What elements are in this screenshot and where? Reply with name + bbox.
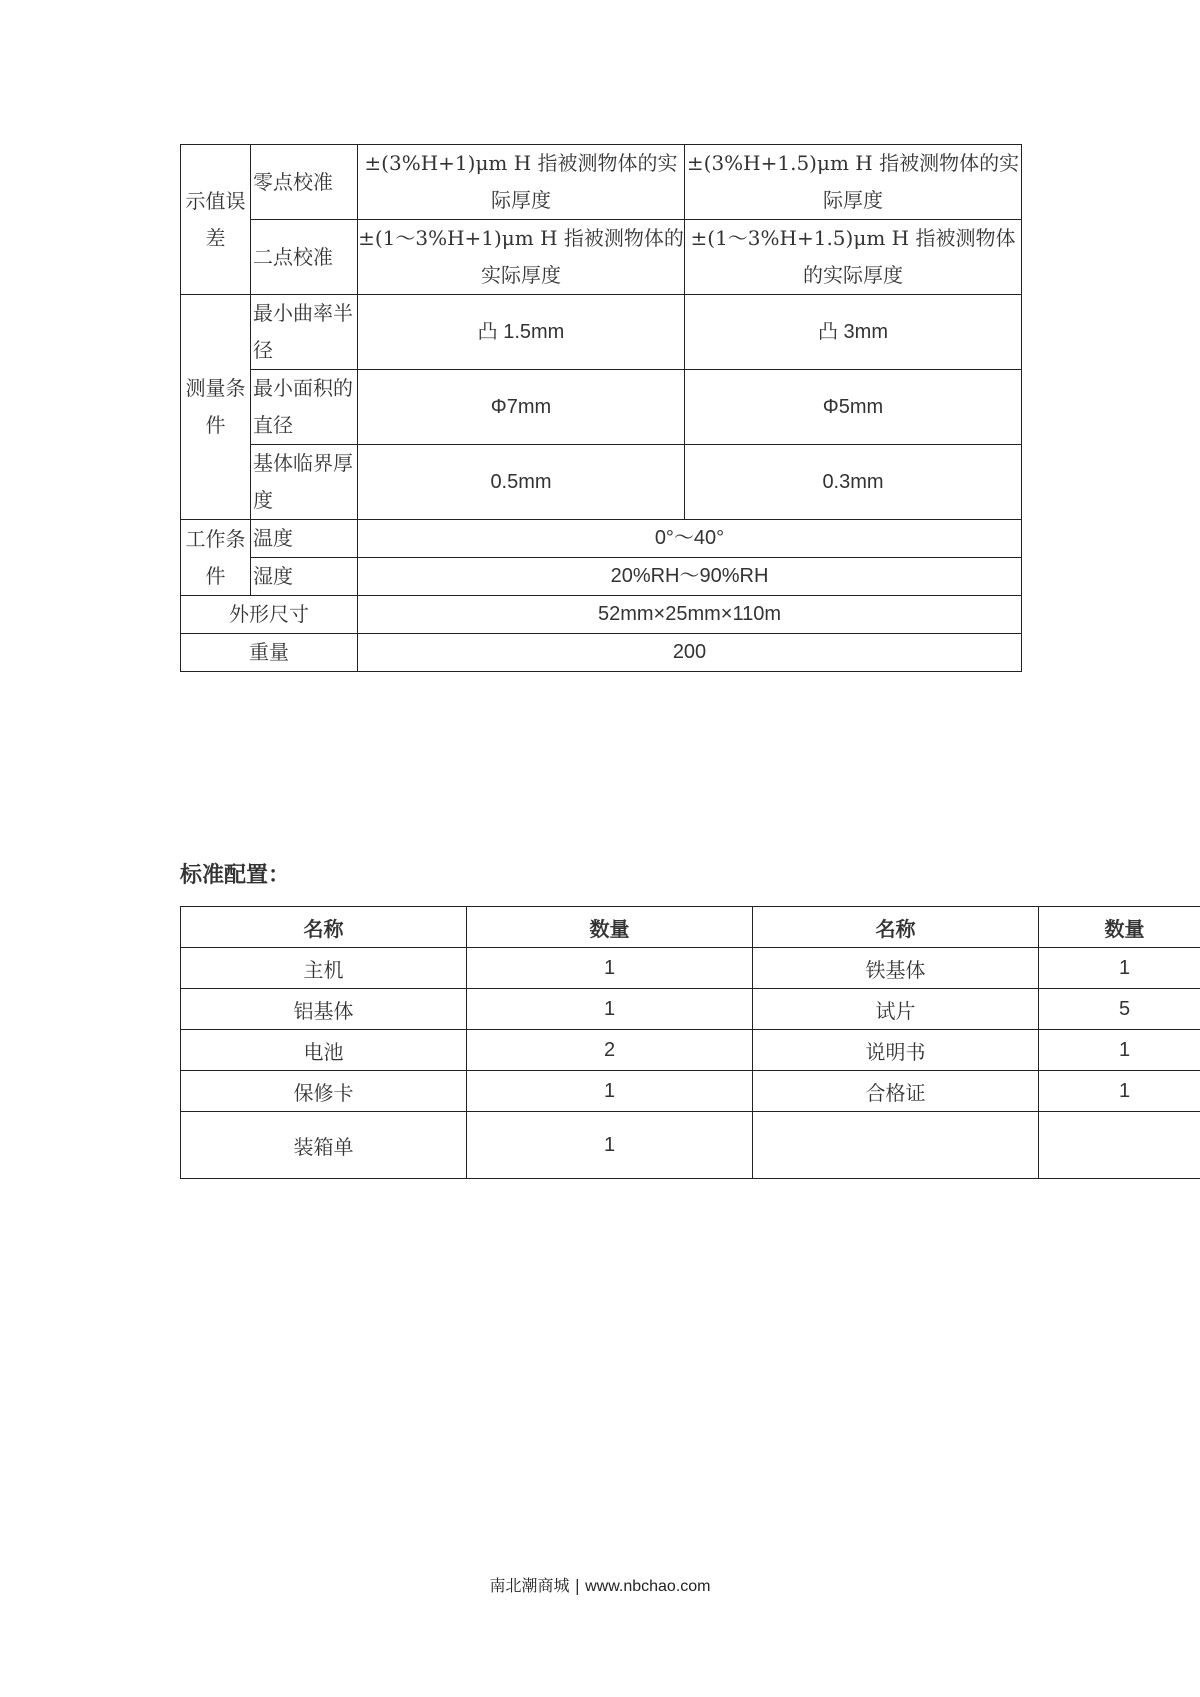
table-row	[181, 145, 1022, 220]
row-label-weight: 重量	[181, 634, 358, 672]
table-row	[181, 295, 1022, 370]
item-quantity: 1	[1039, 1071, 1200, 1112]
item-name: 铁基体	[753, 948, 1039, 989]
row-label-dimensions: 外形尺寸	[181, 596, 358, 634]
table-row	[181, 370, 1022, 445]
item-quantity: 1	[467, 948, 753, 989]
footer-url-link[interactable]: www.nbchao.com	[585, 1578, 711, 1595]
item-quantity: 1	[1039, 948, 1200, 989]
table-row	[181, 596, 1022, 634]
row-label-two-point-calibration: 二点校准	[251, 220, 358, 295]
table-row	[181, 1071, 1200, 1112]
item-quantity	[1039, 1112, 1200, 1179]
value-cell: 凸 1.5mm	[358, 295, 685, 370]
value-cell: ±(1～3%H+1)μm H 指被测物体的实际厚度	[358, 220, 685, 295]
column-header-quantity: 数量	[1039, 907, 1200, 948]
table-header-row	[181, 907, 1200, 948]
table-row	[181, 558, 1022, 596]
value-cell: Φ5mm	[685, 370, 1022, 445]
group-label-indication-error: 示值误差	[181, 145, 251, 295]
group-label-working-conditions: 工作条件	[181, 520, 251, 596]
column-header-quantity: 数量	[467, 907, 753, 948]
item-quantity: 2	[467, 1030, 753, 1071]
footer-site-name: 南北潮商城	[489, 1576, 570, 1595]
item-quantity: 5	[1039, 989, 1200, 1030]
row-label-critical-substrate-thickness: 基体临界厚度	[251, 445, 358, 520]
group-label-measurement-conditions: 测量条件	[181, 295, 251, 520]
item-name: 装箱单	[181, 1112, 467, 1179]
item-quantity: 1	[1039, 1030, 1200, 1071]
item-name: 主机	[181, 948, 467, 989]
table-row	[181, 948, 1200, 989]
value-cell: ±(1～3%H+1.5)μm H 指被测物体的实际厚度	[685, 220, 1022, 295]
table-row	[181, 445, 1022, 520]
page-footer	[0, 1573, 1200, 1596]
row-label-min-curvature-radius: 最小曲率半径	[251, 295, 358, 370]
item-quantity: 1	[467, 989, 753, 1030]
item-quantity: 1	[467, 1112, 753, 1179]
standard-config-table	[180, 906, 1200, 1179]
table-row	[181, 1112, 1200, 1179]
item-name: 合格证	[753, 1071, 1039, 1112]
column-header-name: 名称	[753, 907, 1039, 948]
table-row	[181, 634, 1022, 672]
footer-separator: |	[574, 1576, 580, 1595]
value-cell: 52mm×25mm×110m	[358, 596, 1022, 634]
value-cell: 0.3mm	[685, 445, 1022, 520]
value-cell: 0°～40°	[358, 520, 1022, 558]
item-name: 试片	[753, 989, 1039, 1030]
item-name: 保修卡	[181, 1071, 467, 1112]
item-name: 电池	[181, 1030, 467, 1071]
row-label-min-area-diameter: 最小面积的直径	[251, 370, 358, 445]
table-row	[181, 520, 1022, 558]
table-row	[181, 989, 1200, 1030]
value-cell: 20%RH～90%RH	[358, 558, 1022, 596]
section-title-standard-config: 标准配置：	[180, 863, 291, 888]
row-label-humidity: 湿度	[251, 558, 358, 596]
value-cell: 200	[358, 634, 1022, 672]
value-cell: ±(3%H+1)μm H 指被测物体的实际厚度	[358, 145, 685, 220]
column-header-name: 名称	[181, 907, 467, 948]
value-cell: 0.5mm	[358, 445, 685, 520]
item-name: 铝基体	[181, 989, 467, 1030]
specification-table	[180, 144, 1022, 672]
item-name: 说明书	[753, 1030, 1039, 1071]
row-label-temperature: 温度	[251, 520, 358, 558]
table-row	[181, 220, 1022, 295]
row-label-zero-calibration: 零点校准	[251, 145, 358, 220]
item-name	[753, 1112, 1039, 1179]
item-quantity: 1	[467, 1071, 753, 1112]
value-cell: 凸 3mm	[685, 295, 1022, 370]
value-cell: Φ7mm	[358, 370, 685, 445]
value-cell: ±(3%H+1.5)μm H 指被测物体的实际厚度	[685, 145, 1022, 220]
table-row	[181, 1030, 1200, 1071]
